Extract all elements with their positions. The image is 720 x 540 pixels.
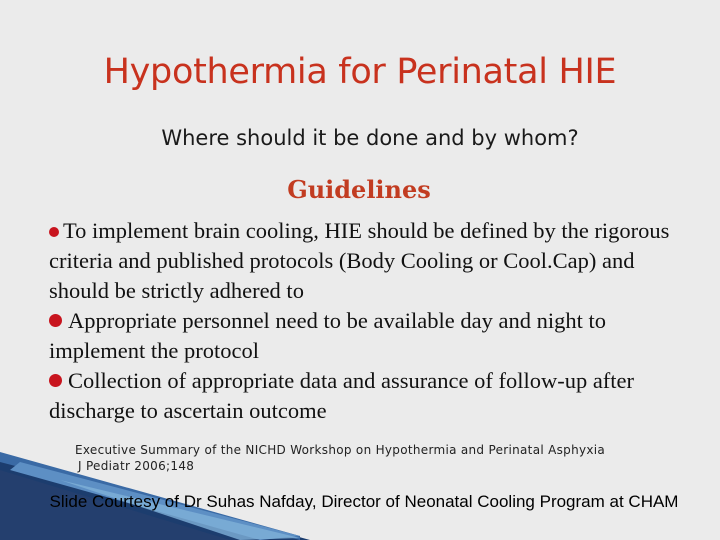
courtesy-footer: Slide Courtesy of Dr Suhas Nafday, Director of Neonatal Cooling Program at CHAM <box>49 492 679 511</box>
bullet-text: Collection of appropriate data and assurance of follow-up after discharge to ascertain outcome <box>49 368 635 423</box>
section-heading: Guidelines <box>287 175 431 204</box>
reference-line: J Pediatr 2006;148 <box>78 459 195 473</box>
reference-line: Executive Summary of the NICHD Workshop on Hypothermia and Perinatal Asphyxia <box>75 443 606 457</box>
slide-subtitle: Where should it be done and by whom? <box>161 126 579 150</box>
bullet-text: To implement brain cooling, HIE should be defined by the rigorous criteria and published protocols (Body Cooling or Cool.Cap) and should be strictly adhered to <box>49 218 670 303</box>
slide-title: Hypothermia for Perinatal HIE <box>103 52 617 92</box>
bullet-text: Appropriate personnel need to be available day and night to implement the protocol <box>49 308 606 363</box>
